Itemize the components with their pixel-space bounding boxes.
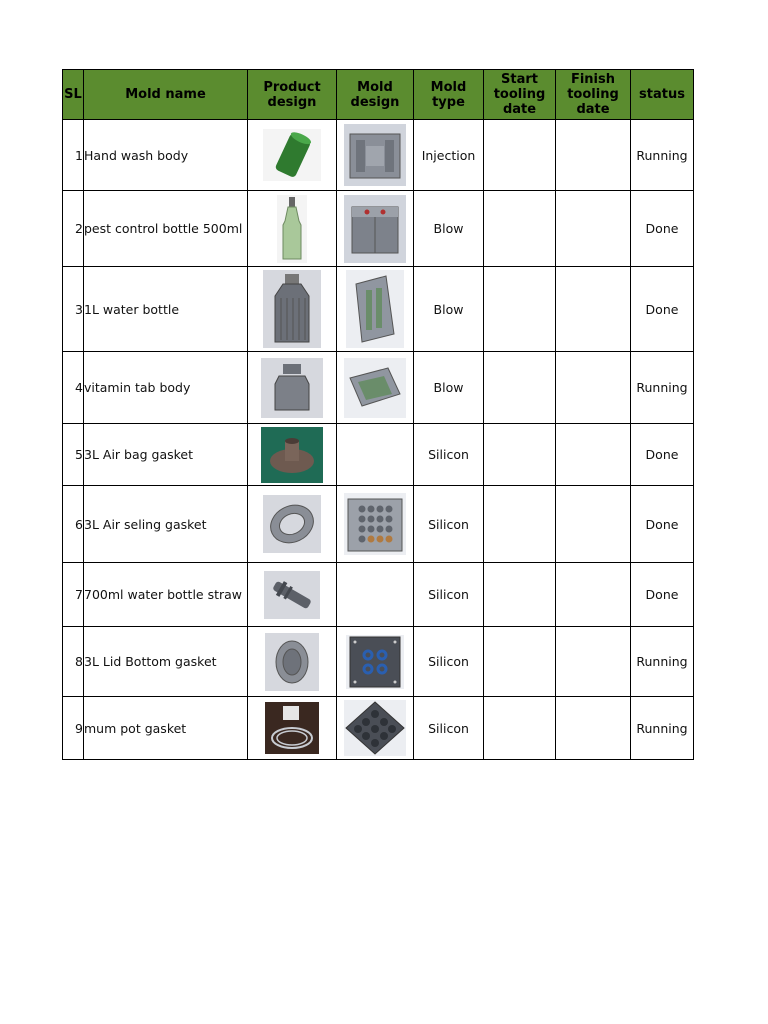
mold-table: [62, 69, 694, 760]
mold-design-cell: [337, 697, 414, 760]
row-mold-type: Silicon: [414, 424, 484, 486]
small-jar-icon: [261, 358, 323, 418]
row-mold-type: Silicon: [414, 563, 484, 627]
row-status: Done: [631, 486, 694, 563]
header-mold-design: Mold design: [337, 70, 414, 120]
product-design-cell: [248, 563, 337, 627]
straw-part-icon: [264, 571, 320, 619]
product-design-cell: [248, 627, 337, 697]
mold-design-cell: [337, 563, 414, 627]
row-finish-date: [556, 267, 631, 352]
row-start-date: [484, 627, 556, 697]
row-finish-date: [556, 486, 631, 563]
green-bottle-icon: [277, 195, 307, 263]
table-row: [63, 424, 694, 486]
row-start-date: [484, 191, 556, 267]
row-mold-name: 3L Lid Bottom gasket: [84, 627, 248, 697]
table-row: [63, 191, 694, 267]
header-mold-type: Mold type: [414, 70, 484, 120]
row-status: Running: [631, 352, 694, 424]
product-design-cell: [248, 191, 337, 267]
product-design-cell: [248, 486, 337, 563]
mold-design-cell: [337, 191, 414, 267]
row-finish-date: [556, 627, 631, 697]
mold-design-cell: [337, 627, 414, 697]
table-row: [63, 267, 694, 352]
table-row: [63, 120, 694, 191]
row-mold-type: Blow: [414, 191, 484, 267]
row-mold-type: Silicon: [414, 486, 484, 563]
header-product-design: Product design: [248, 70, 337, 120]
row-mold-type: Silicon: [414, 697, 484, 760]
ring-gasket-icon: [263, 495, 321, 553]
header-status: status: [631, 70, 694, 120]
row-finish-date: [556, 120, 631, 191]
row-mold-name: pest control bottle 500ml: [84, 191, 248, 267]
row-start-date: [484, 424, 556, 486]
row-start-date: [484, 563, 556, 627]
row-sl: 6: [63, 486, 84, 563]
row-sl: 8: [63, 627, 84, 697]
blow-mold-tall-icon: [346, 270, 404, 348]
header-mold-name: Mold name: [84, 70, 248, 120]
header-row: [63, 70, 694, 120]
row-mold-name: 3L Air seling gasket: [84, 486, 248, 563]
row-start-date: [484, 352, 556, 424]
mold-design-cell: [337, 424, 414, 486]
row-start-date: [484, 486, 556, 563]
gasket-photo-ring-icon: [265, 702, 319, 754]
row-status: Running: [631, 627, 694, 697]
row-sl: 7: [63, 563, 84, 627]
mold-design-cell: [337, 267, 414, 352]
table-row: [63, 486, 694, 563]
row-status: Done: [631, 191, 694, 267]
row-sl: 9: [63, 697, 84, 760]
product-design-cell: [248, 697, 337, 760]
injection-mold-block-icon: [344, 124, 406, 186]
row-mold-name: vitamin tab body: [84, 352, 248, 424]
green-cylinder-part-icon: [263, 129, 321, 181]
row-sl: 1: [63, 120, 84, 191]
row-start-date: [484, 120, 556, 191]
row-mold-name: mum pot gasket: [84, 697, 248, 760]
mold-design-cell: [337, 486, 414, 563]
row-mold-type: Silicon: [414, 627, 484, 697]
header-finish-date: Finish tooling date: [556, 70, 631, 120]
blow-mold-block-icon: [344, 195, 406, 263]
product-design-cell: [248, 352, 337, 424]
row-status: Done: [631, 424, 694, 486]
row-start-date: [484, 267, 556, 352]
mold-design-cell: [337, 120, 414, 191]
header-sl: SL: [63, 70, 84, 120]
table-row: [63, 352, 694, 424]
table-row: [63, 563, 694, 627]
row-status: Done: [631, 267, 694, 352]
row-sl: 4: [63, 352, 84, 424]
product-design-cell: [248, 424, 337, 486]
hex-cavity-mold-icon: [344, 700, 406, 756]
ribbed-bottle-icon: [263, 270, 321, 348]
row-mold-type: Injection: [414, 120, 484, 191]
row-sl: 3: [63, 267, 84, 352]
row-mold-type: Blow: [414, 267, 484, 352]
row-finish-date: [556, 424, 631, 486]
row-finish-date: [556, 563, 631, 627]
gasket-photo-icon: [261, 427, 323, 483]
row-mold-name: 700ml water bottle straw: [84, 563, 248, 627]
multi-cavity-mold-icon: [344, 493, 406, 555]
product-design-cell: [248, 267, 337, 352]
row-mold-name: 1L water bottle: [84, 267, 248, 352]
table-row: [63, 697, 694, 760]
row-sl: 5: [63, 424, 84, 486]
row-start-date: [484, 697, 556, 760]
row-finish-date: [556, 697, 631, 760]
row-mold-type: Blow: [414, 352, 484, 424]
row-status: Done: [631, 563, 694, 627]
header-start-date: Start tooling date: [484, 70, 556, 120]
product-design-cell: [248, 120, 337, 191]
row-sl: 2: [63, 191, 84, 267]
four-cavity-mold-icon: [346, 635, 404, 689]
row-status: Running: [631, 697, 694, 760]
row-status: Running: [631, 120, 694, 191]
table-row: [63, 627, 694, 697]
row-finish-date: [556, 352, 631, 424]
blow-mold-open-icon: [344, 358, 406, 418]
lid-gasket-icon: [265, 633, 319, 691]
row-mold-name: 3L Air bag gasket: [84, 424, 248, 486]
mold-design-cell: [337, 352, 414, 424]
row-mold-name: Hand wash body: [84, 120, 248, 191]
row-finish-date: [556, 191, 631, 267]
